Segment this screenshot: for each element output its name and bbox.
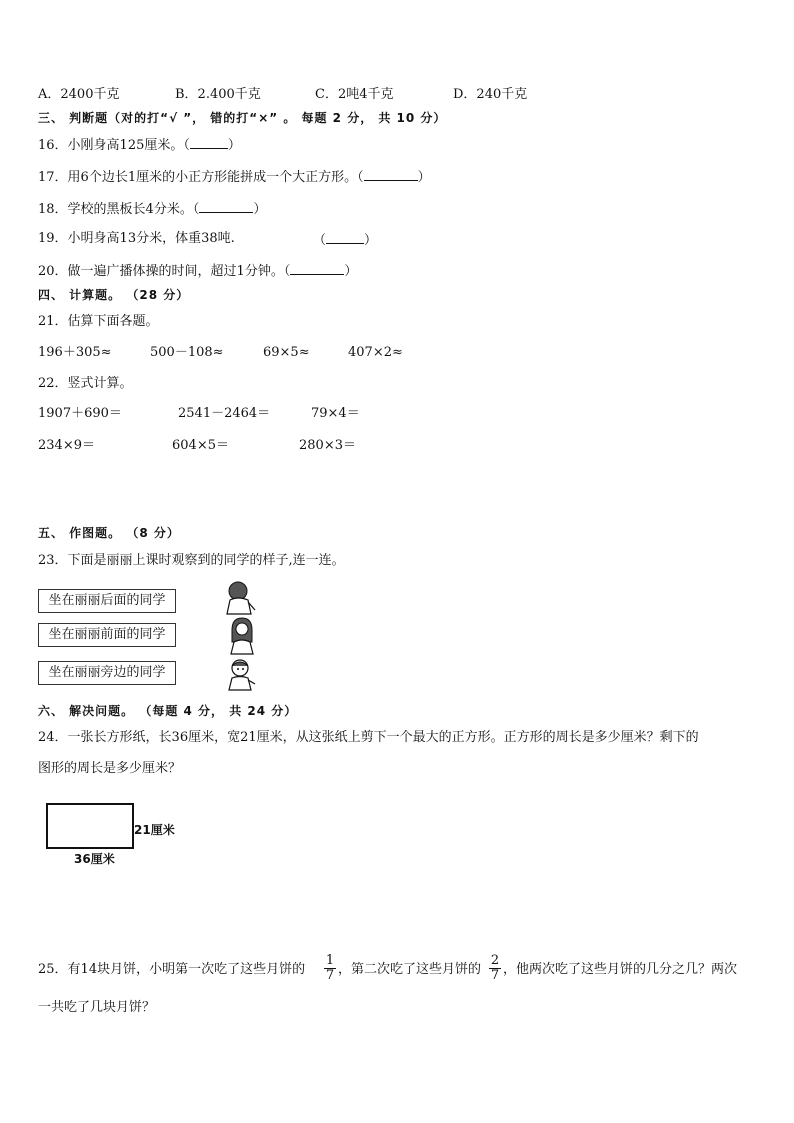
question-19-close: ） [364, 233, 378, 248]
question-19-open: （ [313, 233, 327, 248]
child-front-view-image[interactable] [226, 616, 258, 656]
answer-blank-16[interactable] [190, 136, 228, 149]
section-5-heading: 五、 作图题。 （8 分） [38, 526, 180, 540]
question-24-line-2: 图形的周长是多少厘米？ [38, 761, 182, 776]
question-20-text: 20．做一遍广播体操的时间，超过1分钟。（ [38, 264, 291, 279]
child-side-view-image[interactable] [226, 658, 258, 694]
estimate-item-1: 196＋305≈ [38, 345, 112, 360]
estimate-item-4: 407×2≈ [348, 345, 403, 360]
question-25-part-1: 25．有14块月饼，小明第一次吃了这些月饼的 [38, 962, 306, 977]
question-17-text: 17．用6个边长1厘米的小正方形能拼成一个大正方形。（ [38, 170, 364, 185]
vertical-calc-1: 1907＋690＝ [38, 406, 122, 421]
child-back-view-image[interactable] [222, 580, 258, 618]
question-20 [38, 262, 357, 280]
fraction-1-denominator: 7 [325, 968, 335, 983]
question-19-text: 19．小明身高13分米，体重38吨. [38, 231, 235, 246]
section-3-heading: 三、 判断题（对的打“√ ”， 错的打“×” 。 每题 2 分， 共 10 分） [38, 111, 447, 125]
question-23: 23．下面是丽丽上课时观察到的同学的样子,连一连。 [38, 553, 345, 568]
section-6-heading: 六、 解决问题。 （每题 4 分， 共 24 分） [38, 704, 298, 718]
vertical-calc-4: 234×9＝ [38, 438, 95, 453]
length-label: 36厘米 [74, 852, 115, 866]
fraction-2-numerator: 2 [490, 953, 500, 968]
rectangle-paper-diagram [46, 803, 134, 849]
answer-blank-20[interactable] [290, 262, 344, 275]
question-25-part-2: ，第二次吃了这些月饼的 [338, 962, 482, 977]
match-box-front[interactable]: 坐在丽丽前面的同学 [38, 623, 176, 647]
option-b: B．2.400千克 [175, 87, 261, 102]
match-box-behind[interactable]: 坐在丽丽后面的同学 [38, 589, 176, 613]
answer-blank-17[interactable] [364, 168, 418, 181]
fraction-1-numerator: 1 [325, 953, 335, 968]
question-18 [38, 200, 266, 218]
question-18-text: 18．学校的黑板长4分米。（ [38, 202, 200, 217]
question-17-close: ） [417, 170, 431, 185]
answer-blank-18[interactable] [199, 200, 253, 213]
question-19 [38, 231, 235, 247]
question-19-answer [313, 231, 377, 249]
question-25-line-2: 一共吃了几块月饼？ [38, 1000, 156, 1015]
estimate-item-3: 69×5≈ [263, 345, 310, 360]
estimate-item-2: 500－108≈ [150, 345, 224, 360]
question-25-part-3: ，他两次吃了这些月饼的几分之几？两次 [503, 962, 738, 977]
fraction-2-denominator: 7 [490, 968, 500, 983]
question-17 [38, 168, 431, 186]
width-label: 21厘米 [134, 823, 175, 837]
option-d: D．240千克 [453, 87, 528, 102]
section-4-heading: 四、 计算题。 （28 分） [38, 288, 190, 302]
question-16-close: ） [227, 138, 241, 153]
vertical-calc-6: 280×3＝ [299, 438, 356, 453]
answer-blank-19[interactable] [326, 231, 364, 244]
question-22: 22．竖式计算。 [38, 376, 133, 391]
question-16 [38, 136, 241, 154]
option-a: A．2400千克 [38, 87, 120, 102]
vertical-calc-3: 79×4＝ [311, 406, 360, 421]
option-c: C．2吨4千克 [315, 87, 394, 102]
match-box-beside[interactable]: 坐在丽丽旁边的同学 [38, 661, 176, 685]
fraction-two-sevenths [489, 954, 501, 983]
question-21: 21．估算下面各题。 [38, 314, 159, 329]
question-24-line-1: 24．一张长方形纸，长36厘米，宽21厘米，从这张纸上剪下一个最大的正方形。正方形的周长是多少厘米？剩下的 [38, 730, 699, 745]
question-16-text: 16．小刚身高125厘米。（ [38, 138, 190, 153]
question-20-close: ） [344, 264, 358, 279]
vertical-calc-2: 2541－2464＝ [178, 406, 271, 421]
fraction-one-seventh [324, 954, 336, 983]
vertical-calc-5: 604×5＝ [172, 438, 229, 453]
question-18-close: ） [253, 202, 267, 217]
